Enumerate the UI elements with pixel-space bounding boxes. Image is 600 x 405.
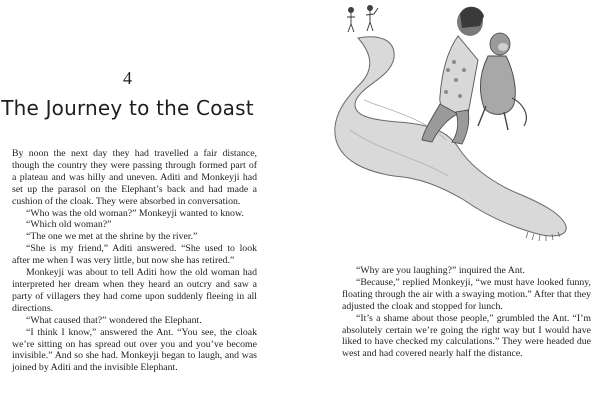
paragraph: “I think I know,” answered the Ant. “You see, the cloak we’re sitting on has spread out over you and you’ve become invisible.” And so she had. Monkeyji began to laugh, and was joined by Aditi and the invisible Elephant.: [12, 326, 257, 374]
chapter-number: 4: [123, 68, 132, 88]
chapter-title: The Journey to the Coast: [1, 96, 254, 120]
paragraph: By noon the next day they had travelled a fair distance, though the country they were passing through formed part of a plateau and was hilly and uneven. Aditi and Monkeyji had set up the parasol on the Elephant’s back and had made a cushion of the cloak. They were absorbed in conversation.: [12, 148, 257, 207]
illustration-drawing: [328, 0, 578, 262]
distant-figures-icon: [347, 6, 378, 33]
paragraph: “What caused that?” wondered the Elephant.: [26, 314, 202, 326]
paragraph: “She is my friend,” Aditi answered. “She used to look after me when I was very little, but now she has retired.”: [12, 243, 257, 267]
right-page: [300, 0, 600, 405]
paragraph: “The one we met at the shrine by the river.”: [26, 231, 198, 243]
paragraph: Monkeyji was about to tell Aditi how the old woman had interpreted her dream when they heard an outcry and saw a party of villagers they had come upon suddenly fleeing in all directions.: [12, 267, 257, 314]
right-page-body: [342, 265, 591, 360]
paragraph: “Why are you laughing?” inquired the Ant.: [356, 265, 525, 276]
girl-figure-icon: [422, 7, 484, 144]
paragraph: “Which old woman?”: [26, 219, 112, 231]
left-page-body: [12, 148, 257, 374]
monkey-figure-icon: [478, 33, 526, 130]
flying-cloak-illustration: [328, 0, 578, 262]
paragraph: “It’s a shame about those people,” grumbled the Ant. “I’m absolutely certain we’re going the right way but I would have liked to have checked my calculations.” They were headed due west and had covered nearly half the distance.: [342, 312, 591, 360]
paragraph: “Because,” replied Monkeyji, “we must have looked funny, floating through the air with a swaying motion.” After that they adjusted the cloak and stopped for lunch.: [342, 276, 591, 312]
paragraph: “Who was the old woman?” Monkeyji wanted to know.: [26, 207, 244, 219]
